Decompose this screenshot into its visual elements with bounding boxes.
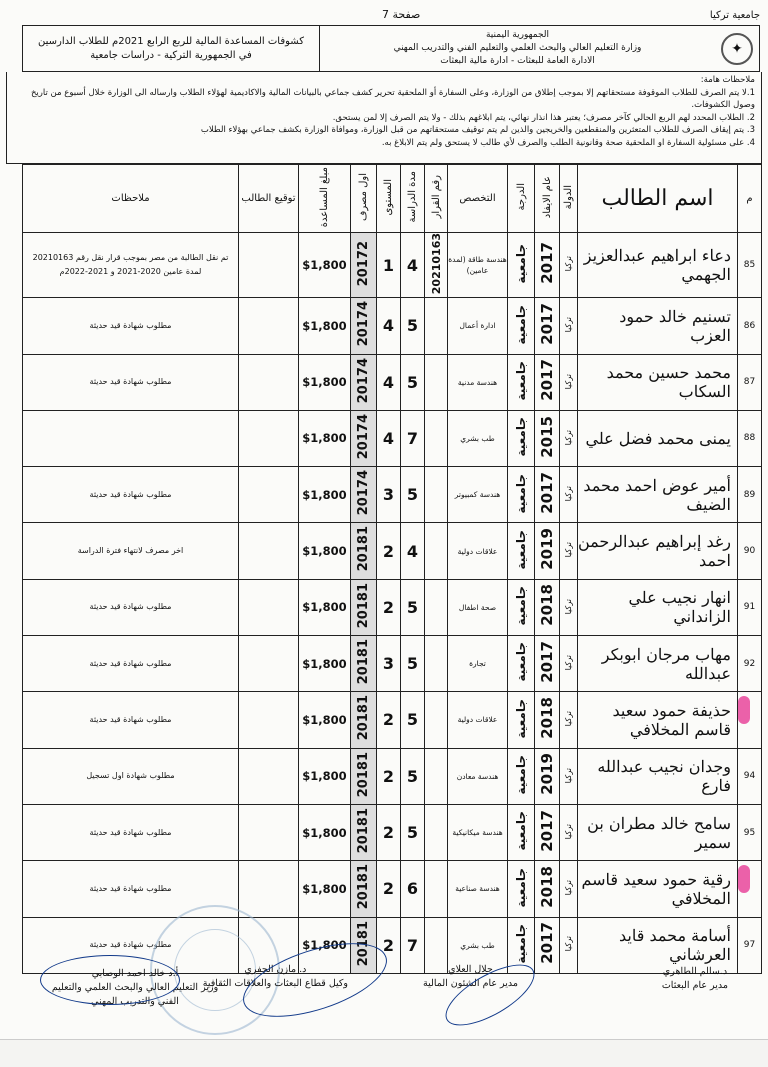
- table-row: [23, 410, 762, 466]
- cell-ctry: تركيا: [560, 748, 578, 804]
- signature-scribble-icon: [40, 955, 180, 1005]
- cell-dur: 5: [401, 804, 425, 860]
- cell-year: 2017: [535, 298, 560, 354]
- cell-sig: [239, 636, 299, 692]
- cell-idx: 95: [738, 804, 762, 860]
- cell-deg: جامعية: [508, 748, 535, 804]
- cell-idx: 86: [738, 298, 762, 354]
- cell-ctry: تركيا: [560, 692, 578, 748]
- cell-rem: مطلوب شهادة قيد حديثة: [23, 804, 239, 860]
- cell-amt: $1,800: [299, 636, 351, 692]
- cell-year: 2018: [535, 579, 560, 635]
- col-name: اسم الطالب: [578, 165, 738, 233]
- cell-idx: 88: [738, 410, 762, 466]
- cell-year: 2017: [535, 636, 560, 692]
- cell-rem: تم نقل الطالبة من مصر بموجب قرار نقل رقم 20210163 لمدة عامين 2020-2021 و 2021-2022م: [23, 233, 239, 298]
- notes-heading: ملاحظات هامة:: [700, 75, 755, 85]
- note-item: 1.لا يتم الصرف للطلاب الموقوفة مستحقاتهم إلا بموجب إطلاق من الوزارة، وعلى السفارة أو الملحقية تحرير كشف جماعي بالبيانات المالية والاكاديمية لهؤلاء الطلاب وارساله الى الوزارة خلال أسبوع من تاريخ وصول الكشوفات.: [30, 87, 755, 110]
- cell-spec: هندسة كمبيوتر: [448, 467, 508, 523]
- cell-spec: تجارة: [448, 636, 508, 692]
- cell-amt: $1,800: [299, 354, 351, 410]
- cell-ctry: تركيا: [560, 636, 578, 692]
- cell-name: دعاء ابراهيم عبدالعزيز الجهمي: [578, 233, 738, 298]
- cell-ctry: تركيا: [560, 917, 578, 973]
- cell-rem: مطلوب شهادة قيد حديثة: [23, 354, 239, 410]
- cell-spec: صحة اطفال: [448, 579, 508, 635]
- cell-deg: جامعية: [508, 692, 535, 748]
- document-title: كشوفات المساعدة المالية للربع الرابع 2021م للطلاب الدارسين في الجمهورية التركية - دراسات جامعية: [38, 35, 304, 61]
- cell-lvl: 4: [377, 410, 401, 466]
- cell-lvl: 2: [377, 804, 401, 860]
- cell-ctry: تركيا: [560, 861, 578, 917]
- cell-year: 2018: [535, 861, 560, 917]
- cell-name: أمير عوض احمد محمد الضيف: [578, 467, 738, 523]
- cell-first: 20181: [351, 692, 377, 748]
- table-body: [23, 233, 762, 974]
- signature-block: جلال العلاي مدير عام الشئون المالية: [423, 964, 518, 989]
- cell-lvl: 4: [377, 298, 401, 354]
- table-row: [23, 804, 762, 860]
- cell-dec: [425, 748, 448, 804]
- cell-first: 20181: [351, 636, 377, 692]
- cell-deg: جامعية: [508, 233, 535, 298]
- cell-name: وجدان نجيب عبدالله فارع: [578, 748, 738, 804]
- cell-sig: [239, 804, 299, 860]
- signature-block: د. مازن الجفري وكيل قطاع البعثات والعلاقات الثقافية: [202, 964, 348, 989]
- col-level: المستوى: [377, 165, 401, 233]
- cell-name: رغد إبراهيم عبدالرحمن احمد: [578, 523, 738, 579]
- cell-dec: [425, 523, 448, 579]
- cell-deg: جامعية: [508, 523, 535, 579]
- cell-dec: [425, 692, 448, 748]
- cell-rem: مطلوب شهادة قيد حديثة: [23, 861, 239, 917]
- table-row: [23, 692, 762, 748]
- cell-idx: 97: [738, 917, 762, 973]
- cell-first: 20174: [351, 410, 377, 466]
- cell-amt: $1,800: [299, 233, 351, 298]
- table-row: [23, 579, 762, 635]
- cell-ctry: تركيا: [560, 354, 578, 410]
- table-row: [23, 861, 762, 917]
- cell-first: 20181: [351, 917, 377, 973]
- cell-spec: هندسة صناعية: [448, 861, 508, 917]
- cell-idx: 85: [738, 233, 762, 298]
- col-first: اول مصرف: [351, 165, 377, 233]
- col-country: الدولة: [560, 165, 578, 233]
- cell-dur: 6: [401, 861, 425, 917]
- notes-section: [6, 72, 762, 164]
- cell-deg: جامعية: [508, 410, 535, 466]
- cell-lvl: 1: [377, 233, 401, 298]
- university-label: جامعية تركيا: [709, 10, 760, 21]
- cell-idx: 91: [738, 579, 762, 635]
- cell-name: مهاب مرجان ابوبكر عبدالله: [578, 636, 738, 692]
- cell-first: 20174: [351, 298, 377, 354]
- cell-lvl: 3: [377, 636, 401, 692]
- signature-block: د.سالم الطاهري مدير عام البعثات: [661, 966, 728, 991]
- cell-dur: 4: [401, 523, 425, 579]
- cell-dur: 5: [401, 467, 425, 523]
- cell-sig: [239, 861, 299, 917]
- cell-first: 20181: [351, 861, 377, 917]
- cell-dur: 5: [401, 692, 425, 748]
- cell-ctry: تركيا: [560, 467, 578, 523]
- cell-rem: [23, 410, 239, 466]
- cell-amt: $1,800: [299, 579, 351, 635]
- cell-dur: 7: [401, 410, 425, 466]
- cell-sig: [239, 692, 299, 748]
- cell-year: 2019: [535, 748, 560, 804]
- cell-lvl: 2: [377, 523, 401, 579]
- cell-ctry: تركيا: [560, 233, 578, 298]
- cell-rem: اخر مصرف لانتهاء فترة الدراسة: [23, 523, 239, 579]
- cell-rem: مطلوب شهادة قيد حديثة: [23, 636, 239, 692]
- cell-first: 20172: [351, 233, 377, 298]
- cell-deg: جامعية: [508, 861, 535, 917]
- cell-ctry: تركيا: [560, 579, 578, 635]
- cell-spec: ادارة أعمال: [448, 298, 508, 354]
- cell-lvl: 3: [377, 467, 401, 523]
- cell-dur: 7: [401, 917, 425, 973]
- col-idx: م: [738, 165, 762, 233]
- cell-amt: $1,800: [299, 804, 351, 860]
- table-row: [23, 748, 762, 804]
- cell-dec: [425, 804, 448, 860]
- cell-sig: [239, 233, 299, 298]
- cell-name: انهار نجيب علي الزانداني: [578, 579, 738, 635]
- table-row: [23, 233, 762, 298]
- cell-amt: $1,800: [299, 861, 351, 917]
- cell-name: محمد حسين محمد السكاب: [578, 354, 738, 410]
- cell-rem: مطلوب شهادة قيد حديثة: [23, 917, 239, 973]
- cell-deg: جامعية: [508, 636, 535, 692]
- cell-first: 20181: [351, 579, 377, 635]
- col-duration: مدة الدراسة: [401, 165, 425, 233]
- table-row: [23, 354, 762, 410]
- cell-sig: [239, 467, 299, 523]
- cell-idx: 89: [738, 467, 762, 523]
- note-item: 3. يتم إيقاف الصرف للطلاب المتعثرين والمنقطعين والخريجين والذين لم يتم توقيف مستحقاتهم من قبل الوزارة، وموافاة الوزارة بكشف جماعي بهؤلاء الطلاب: [200, 125, 755, 135]
- cell-dur: 5: [401, 748, 425, 804]
- cell-amt: $1,800: [299, 298, 351, 354]
- cell-lvl: 2: [377, 917, 401, 973]
- highlight-mark-icon: [738, 696, 750, 724]
- cell-spec: هندسة مدنية: [448, 354, 508, 410]
- col-amount: مبلغ المساعدة: [299, 165, 351, 233]
- cell-name: تسنيم خالد حمود العزب: [578, 298, 738, 354]
- cell-rem: مطلوب شهادة قيد حديثة: [23, 692, 239, 748]
- cell-first: 20181: [351, 523, 377, 579]
- cell-year: 2017: [535, 467, 560, 523]
- cell-spec: هندسة طاقة (لمدة عامين): [448, 233, 508, 298]
- col-specialty: التخصص: [448, 165, 508, 233]
- note-item: 2. الطلاب المحدد لهم الربع الحالي كآخر مصرف؛ يعتبر هذا انذار نهائي، يتم ابلاغهم بذلك - ولا يتم الصرف إلا لمن يستحق.: [332, 112, 755, 123]
- cell-name: حذيفة حمود سعيد قاسم المخلافي: [578, 692, 738, 748]
- cell-amt: $1,800: [299, 410, 351, 466]
- cell-dec: [425, 354, 448, 410]
- cell-dec: [425, 579, 448, 635]
- ministry-block: [319, 26, 759, 71]
- cell-dec: [425, 861, 448, 917]
- cell-year: 2017: [535, 354, 560, 410]
- cell-rem: مطلوب شهادة قيد حديثة: [23, 298, 239, 354]
- cell-lvl: 2: [377, 692, 401, 748]
- cell-sig: [239, 579, 299, 635]
- scan-edge: [0, 1039, 768, 1067]
- page-number: صفحة 7: [382, 8, 421, 21]
- cell-year: 2017: [535, 917, 560, 973]
- note-item: 4. على مسئولية السفارة او الملحقية صحة وقانونية الطلب والصرف لأي طالب لا يستحق ولم يتم الابلاغ به.: [381, 137, 755, 148]
- cell-sig: [239, 523, 299, 579]
- cell-dur: 5: [401, 354, 425, 410]
- cell-deg: جامعية: [508, 804, 535, 860]
- cell-deg: جامعية: [508, 354, 535, 410]
- cell-rem: مطلوب شهادة اول تسجيل: [23, 748, 239, 804]
- cell-year: 2015: [535, 410, 560, 466]
- cell-dur: 5: [401, 636, 425, 692]
- document-header: [22, 25, 760, 72]
- cell-year: 2018: [535, 692, 560, 748]
- cell-spec: هندسة معادن: [448, 748, 508, 804]
- cell-idx: 90: [738, 523, 762, 579]
- department-label: الادارة العامة للبعثات - ادارة مالية البعثات: [440, 56, 595, 66]
- cell-rem: مطلوب شهادة قيد حديثة: [23, 579, 239, 635]
- cell-idx: 94: [738, 748, 762, 804]
- cell-year: 2017: [535, 804, 560, 860]
- cell-first: 20181: [351, 748, 377, 804]
- cell-idx: 87: [738, 354, 762, 410]
- cell-name: يمنى محمد فضل علي: [578, 410, 738, 466]
- cell-amt: $1,800: [299, 692, 351, 748]
- cell-ctry: تركيا: [560, 523, 578, 579]
- table-header-row: [23, 165, 762, 233]
- cell-dec: [425, 410, 448, 466]
- cell-deg: جامعية: [508, 579, 535, 635]
- col-degree: الدرجة: [508, 165, 535, 233]
- table-row: [23, 467, 762, 523]
- cell-sig: [239, 354, 299, 410]
- col-year: عام الايفاد: [535, 165, 560, 233]
- cell-spec: هندسة ميكانيكية: [448, 804, 508, 860]
- col-decision: رقم القرار: [425, 165, 448, 233]
- cell-amt: $1,800: [299, 467, 351, 523]
- yemen-emblem-icon: ✦: [721, 33, 753, 65]
- top-line: [0, 6, 768, 24]
- cell-dec: 20210163: [425, 233, 448, 298]
- cell-lvl: 2: [377, 579, 401, 635]
- cell-dur: 4: [401, 233, 425, 298]
- cell-amt: $1,800: [299, 523, 351, 579]
- cell-deg: جامعية: [508, 917, 535, 973]
- cell-amt: $1,800: [299, 748, 351, 804]
- cell-rem: مطلوب شهادة قيد حديثة: [23, 467, 239, 523]
- cell-sig: [239, 298, 299, 354]
- cell-amt: $1,800: [299, 917, 351, 973]
- cell-dur: 5: [401, 298, 425, 354]
- cell-spec: علاقات دولية: [448, 523, 508, 579]
- cell-ctry: تركيا: [560, 804, 578, 860]
- col-signature: توقيع الطالب: [239, 165, 299, 233]
- table-row: [23, 523, 762, 579]
- cell-spec: علاقات دولية: [448, 692, 508, 748]
- cell-dec: [425, 298, 448, 354]
- cell-name: سامح خالد مطران بن سمير: [578, 804, 738, 860]
- republic-label: الجمهورية اليمنية: [485, 30, 549, 40]
- cell-spec: طب بشري: [448, 410, 508, 466]
- signature-block: أ.د خالد احمد الوصابي وزير التعليم العالي والبحث العلمي والتعليم الفني والتدريب المهني: [51, 968, 219, 1007]
- cell-year: 2017: [535, 233, 560, 298]
- cell-name: أسامة محمد قايد العرشاني: [578, 917, 738, 973]
- cell-spec: طب بشري: [448, 917, 508, 973]
- cell-first: 20174: [351, 467, 377, 523]
- cell-lvl: 2: [377, 861, 401, 917]
- cell-lvl: 2: [377, 748, 401, 804]
- cell-dur: 5: [401, 579, 425, 635]
- cell-dec: [425, 636, 448, 692]
- cell-ctry: تركيا: [560, 410, 578, 466]
- cell-lvl: 4: [377, 354, 401, 410]
- cell-name: رقية حمود سعيد قاسم المخلافي: [578, 861, 738, 917]
- cell-sig: [239, 748, 299, 804]
- cell-first: 20174: [351, 354, 377, 410]
- col-remarks: ملاحظات: [23, 165, 239, 233]
- highlight-mark-icon: [738, 865, 750, 893]
- cell-ctry: تركيا: [560, 298, 578, 354]
- students-table: [22, 164, 762, 974]
- table-row: [23, 636, 762, 692]
- cell-idx: 92: [738, 636, 762, 692]
- cell-first: 20181: [351, 804, 377, 860]
- signatures-section: [0, 955, 768, 1035]
- ministry-label: وزارة التعليم العالي والبحث العلمي والتعليم الفني والتدريب المهني: [393, 43, 642, 53]
- table-row: [23, 298, 762, 354]
- cell-deg: جامعية: [508, 467, 535, 523]
- cell-dec: [425, 467, 448, 523]
- cell-year: 2019: [535, 523, 560, 579]
- cell-sig: [239, 410, 299, 466]
- cell-deg: جامعية: [508, 298, 535, 354]
